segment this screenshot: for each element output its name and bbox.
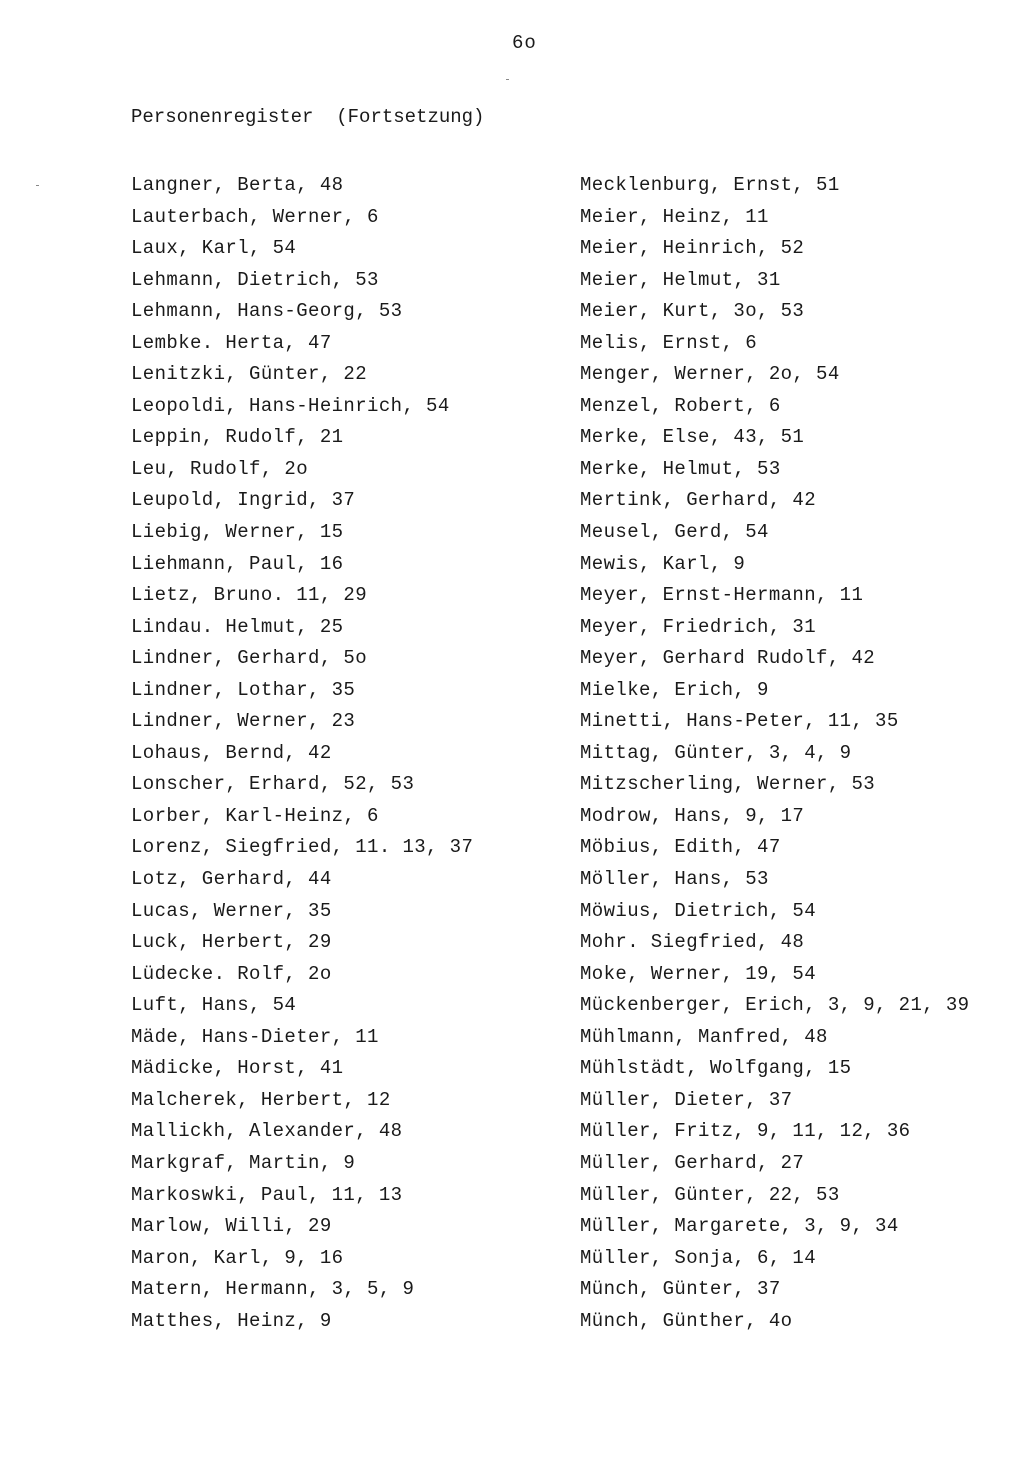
index-entry: Markoswki, Paul, 11, 13: [131, 1183, 403, 1206]
index-entry: Lotz, Gerhard, 44: [131, 868, 332, 891]
index-entry: Müller, Gerhard, 27: [580, 1151, 805, 1174]
index-entry: Langner, Berta, 48: [131, 174, 344, 196]
index-entry: Meier, Kurt, 3o, 53: [580, 300, 805, 323]
index-entry: Leopoldi, Hans-Heinrich, 54: [131, 394, 450, 417]
index-entry: Lonscher, Erhard, 52, 53: [131, 773, 415, 796]
index-entry: Mallickh, Alexander, 48: [131, 1120, 403, 1143]
index-entry: Mühlmann, Manfred, 48: [580, 1025, 828, 1048]
index-entry: Marlow, Willi, 29: [131, 1215, 332, 1238]
page-number: 6o: [512, 32, 537, 54]
index-entry: Lorenz, Siegfried, 11. 13, 37: [131, 836, 474, 859]
index-entry: Luck, Herbert, 29: [131, 931, 332, 954]
index-entry: Luft, Hans, 54: [131, 994, 297, 1017]
index-entry: Meyer, Gerhard Rudolf, 42: [580, 647, 876, 670]
index-entry: Mädicke, Horst, 41: [131, 1057, 344, 1080]
index-entry: Markgraf, Martin, 9: [131, 1151, 356, 1174]
index-entry: Maron, Karl, 9, 16: [131, 1246, 344, 1269]
page-heading: Personenregister (Fortsetzung): [131, 106, 485, 128]
index-entry: Lauterbach, Werner, 6: [131, 205, 379, 228]
index-entry: Menger, Werner, 2o, 54: [580, 363, 840, 386]
index-entry: Lucas, Werner, 35: [131, 899, 332, 922]
index-entry: Matern, Hermann, 3, 5, 9: [131, 1278, 415, 1301]
index-entry: Meier, Helmut, 31: [580, 268, 781, 291]
index-entry: Leupold, Ingrid, 37: [131, 489, 356, 512]
index-entry: Meyer, Friedrich, 31: [580, 615, 817, 638]
scan-speck: [36, 185, 39, 186]
index-entry: Modrow, Hans, 9, 17: [580, 804, 805, 827]
index-entry: Lehmann, Hans-Georg, 53: [131, 300, 403, 323]
index-entry: Lohaus, Bernd, 42: [131, 741, 332, 764]
index-entry: Merke, Else, 43, 51: [580, 426, 805, 449]
index-entry: Laux, Karl, 54: [131, 237, 297, 260]
scan-speck: [506, 79, 509, 80]
index-entry: Möbius, Edith, 47: [580, 836, 781, 859]
index-entry: Mittag, Günter, 3, 4, 9: [580, 741, 852, 764]
index-entry: Möwius, Dietrich, 54: [580, 899, 817, 922]
index-entry: Lehmann, Dietrich, 53: [131, 268, 379, 291]
index-entry: Lietz, Bruno. 11, 29: [131, 584, 368, 607]
index-entry: Lüdecke. Rolf, 2o: [131, 962, 332, 985]
index-entry: Moke, Werner, 19, 54: [580, 962, 817, 985]
index-entry: Lindner, Lothar, 35: [131, 678, 356, 701]
index-entry: Meyer, Ernst-Hermann, 11: [580, 584, 864, 607]
index-entry: Mohr. Siegfried, 48: [580, 931, 805, 954]
index-entry: Meusel, Gerd, 54: [580, 521, 769, 544]
index-entry: Menzel, Robert, 6: [580, 394, 781, 417]
index-entry: Malcherek, Herbert, 12: [131, 1088, 391, 1111]
index-column-left: [131, 170, 473, 1337]
index-entry: Leu, Rudolf, 2o: [131, 457, 309, 480]
index-entry: Müller, Fritz, 9, 11, 12, 36: [580, 1120, 911, 1143]
index-entry: Meier, Heinz, 11: [580, 205, 769, 228]
index-entry: Mitzscherling, Werner, 53: [580, 773, 876, 796]
index-entry: Müller, Sonja, 6, 14: [580, 1246, 817, 1269]
index-entry: Lindner, Gerhard, 5o: [131, 647, 368, 670]
index-entry: Mewis, Karl, 9: [580, 552, 746, 575]
index-entry: Lembke. Herta, 47: [131, 331, 332, 354]
index-entry: Mertink, Gerhard, 42: [580, 489, 817, 512]
index-entry: Müller, Dieter, 37: [580, 1088, 793, 1111]
index-entry: Mäde, Hans-Dieter, 11: [131, 1025, 379, 1048]
index-entry: Merke, Helmut, 53: [580, 457, 781, 480]
index-entry: Münch, Günther, 4o: [580, 1309, 793, 1332]
index-entry: Lindau. Helmut, 25: [131, 615, 344, 638]
index-entry: Müller, Margarete, 3, 9, 34: [580, 1215, 899, 1238]
index-entry: Müller, Günter, 22, 53: [580, 1183, 840, 1206]
index-entry: Meier, Heinrich, 52: [580, 237, 805, 260]
index-entry: Mecklenburg, Ernst, 51: [580, 174, 840, 196]
index-entry: Liebig, Werner, 15: [131, 521, 344, 544]
index-entry: Melis, Ernst, 6: [580, 331, 758, 354]
index-entry: Mückenberger, Erich, 3, 9, 21, 39: [580, 994, 970, 1017]
index-entry: Münch, Günter, 37: [580, 1278, 781, 1301]
index-entry: Mühlstädt, Wolfgang, 15: [580, 1057, 852, 1080]
index-entry: Lorber, Karl-Heinz, 6: [131, 804, 379, 827]
index-entry: Mielke, Erich, 9: [580, 678, 769, 701]
index-column-right: [580, 170, 969, 1337]
index-entry: Minetti, Hans-Peter, 11, 35: [580, 710, 899, 733]
index-entry: Leppin, Rudolf, 21: [131, 426, 344, 449]
index-entry: Liehmann, Paul, 16: [131, 552, 344, 575]
index-entry: Lindner, Werner, 23: [131, 710, 356, 733]
index-entry: Lenitzki, Günter, 22: [131, 363, 368, 386]
index-entry: Matthes, Heinz, 9: [131, 1309, 332, 1332]
index-entry: Möller, Hans, 53: [580, 868, 769, 891]
